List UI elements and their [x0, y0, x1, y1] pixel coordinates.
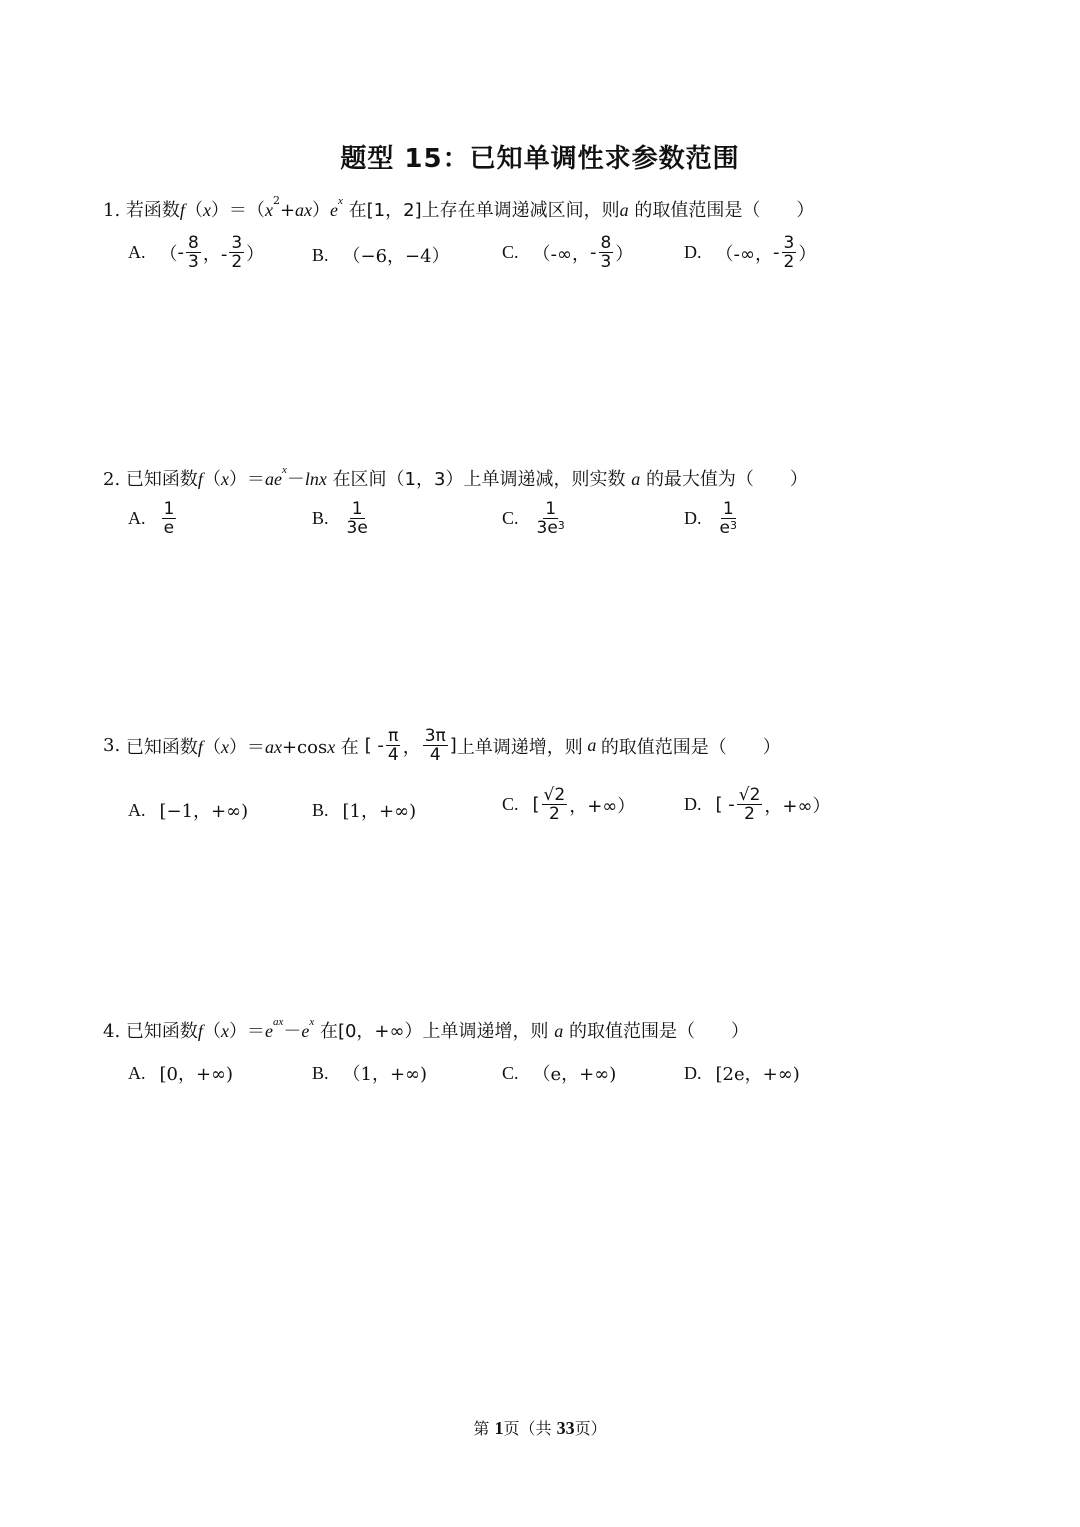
option-D[interactable]: [684, 1060, 800, 1086]
option-B[interactable]: [312, 242, 450, 268]
question-1-stem: 1. 若函数$f(x)=(x^2+ax)e^x$ 在[1，2]上存在单调递减区间，则a 的取值范围是（ ）: [103, 194, 815, 221]
fraction: $\frac{√2}{2}$: [738, 785, 761, 824]
stem-text: 已知函数: [125, 1021, 198, 1042]
fraction: $\frac{1}{3e}$: [346, 499, 368, 538]
option-text: （1，+∞): [342, 1064, 428, 1085]
option-label: A.: [128, 799, 146, 820]
page-footer: 第 1页（共 33页）: [473, 1418, 607, 1438]
option-label: D.: [684, 1062, 702, 1083]
option-A[interactable]: [128, 1060, 233, 1086]
option-label: B.: [312, 508, 329, 528]
option-D[interactable]: [684, 500, 741, 537]
option-label: B.: [312, 1062, 329, 1083]
option-C[interactable]: C. [ $\frac{√2}{2}$ ，+∞）: [502, 785, 636, 824]
option-text: [2e，+∞): [715, 1064, 800, 1085]
fraction: $\frac{3\pi}{4}$: [424, 726, 446, 765]
option-label: B.: [312, 799, 329, 820]
option-B[interactable]: [312, 500, 372, 537]
option-label: B.: [312, 244, 329, 265]
option-text: （−6，−4）: [342, 246, 450, 267]
stem-text: 已知函数: [125, 469, 198, 490]
total-pages: 33: [556, 1418, 575, 1438]
option-label: C.: [502, 242, 519, 262]
option-D[interactable]: D. （-∞， - $\frac{3}{2}$ ）: [684, 233, 817, 272]
option-C[interactable]: C. （-∞， - $\frac{8}{3}$ ）: [502, 233, 634, 272]
stem-text: 在[0，+∞）上单调递增，则: [319, 1021, 549, 1042]
page-title: 题型 15：已知单调性求参数范围: [340, 144, 740, 174]
fraction: $\frac{1}{e}$: [163, 499, 175, 538]
fraction: $\frac{1}{e^3}$: [719, 499, 737, 538]
option-B[interactable]: [312, 797, 416, 823]
option-label: A.: [128, 508, 146, 528]
option-label: C.: [502, 508, 519, 528]
stem-text: 的取值范围是（ ）: [568, 1021, 749, 1042]
fraction: $\frac{1}{3e^3}$: [536, 499, 565, 538]
fraction: $\frac{\pi}{4}$: [387, 726, 399, 765]
question-number: 3.: [103, 735, 121, 756]
option-A[interactable]: [128, 797, 248, 823]
option-label: A.: [128, 242, 146, 262]
option-A[interactable]: [128, 500, 178, 537]
fraction: $\frac{3}{2}$: [231, 233, 243, 272]
option-C[interactable]: [502, 1060, 616, 1086]
stem-text: 在区间（1，3）上单调递减，则实数: [332, 469, 626, 490]
option-label: A.: [128, 1062, 146, 1083]
question-3-stem: 3. 已知函数 f（x）＝ax+cosx 在 [ - $\frac{\pi}{4}$ ， $\frac{3\pi}{4}$ ] 上单调递增，则 a 的取值范围是（ ）: [103, 726, 781, 765]
option-text: [−1，+∞): [159, 801, 249, 822]
paren: （: [159, 243, 178, 265]
option-label: D.: [684, 508, 702, 528]
option-text: （e，+∞): [532, 1064, 617, 1085]
option-label: D.: [684, 794, 702, 814]
stem-text: 的取值范围是（ ）: [600, 736, 781, 758]
option-B[interactable]: [312, 1060, 427, 1086]
option-label: C.: [502, 1062, 519, 1083]
question-2-stem: 2. 已知函数$f(x)=ae^x-\ln x$ 在区间（1，3）上单调递减，则实数 a 的最大值为（ ）: [103, 464, 808, 490]
option-label: D.: [684, 242, 702, 262]
stem-text: 在[1，2]上存在单调递减区间，则: [348, 200, 620, 221]
option-C[interactable]: [502, 500, 569, 537]
question-number: 4.: [103, 1021, 121, 1042]
stem-text: 若函数: [125, 200, 180, 221]
question-number: 2.: [103, 469, 121, 490]
question-4-stem: 4. 已知函数$f(x)=e^{ax}-e^x$ 在[0，+∞）上单调递增，则 a 的取值范围是（ ）: [103, 1016, 749, 1042]
fraction: $\frac{8}{3}$: [600, 233, 612, 272]
fraction: $\frac{√2}{2}$: [543, 785, 566, 824]
option-D[interactable]: D. [ - $\frac{√2}{2}$ ，+∞）: [684, 785, 831, 824]
stem-text: 上单调递增，则: [456, 736, 583, 758]
option-text: [0，+∞): [159, 1064, 234, 1085]
stem-text: 的取值范围是（ ）: [634, 200, 815, 221]
option-A[interactable]: A. （ - $\frac{8}{3}$ ，- $\frac{3}{2}$ ）: [128, 233, 265, 272]
question-number: 1.: [103, 200, 121, 221]
fraction: $\frac{8}{3}$: [188, 233, 199, 272]
stem-text: 在: [340, 736, 359, 758]
page-number: 1: [494, 1418, 504, 1438]
stem-text: 已知函数: [125, 736, 198, 758]
stem-text: 的最大值为（ ）: [645, 469, 808, 490]
option-label: C.: [502, 794, 519, 814]
option-text: [1，+∞): [342, 801, 417, 822]
fraction: $\frac{3}{2}$: [783, 233, 795, 272]
